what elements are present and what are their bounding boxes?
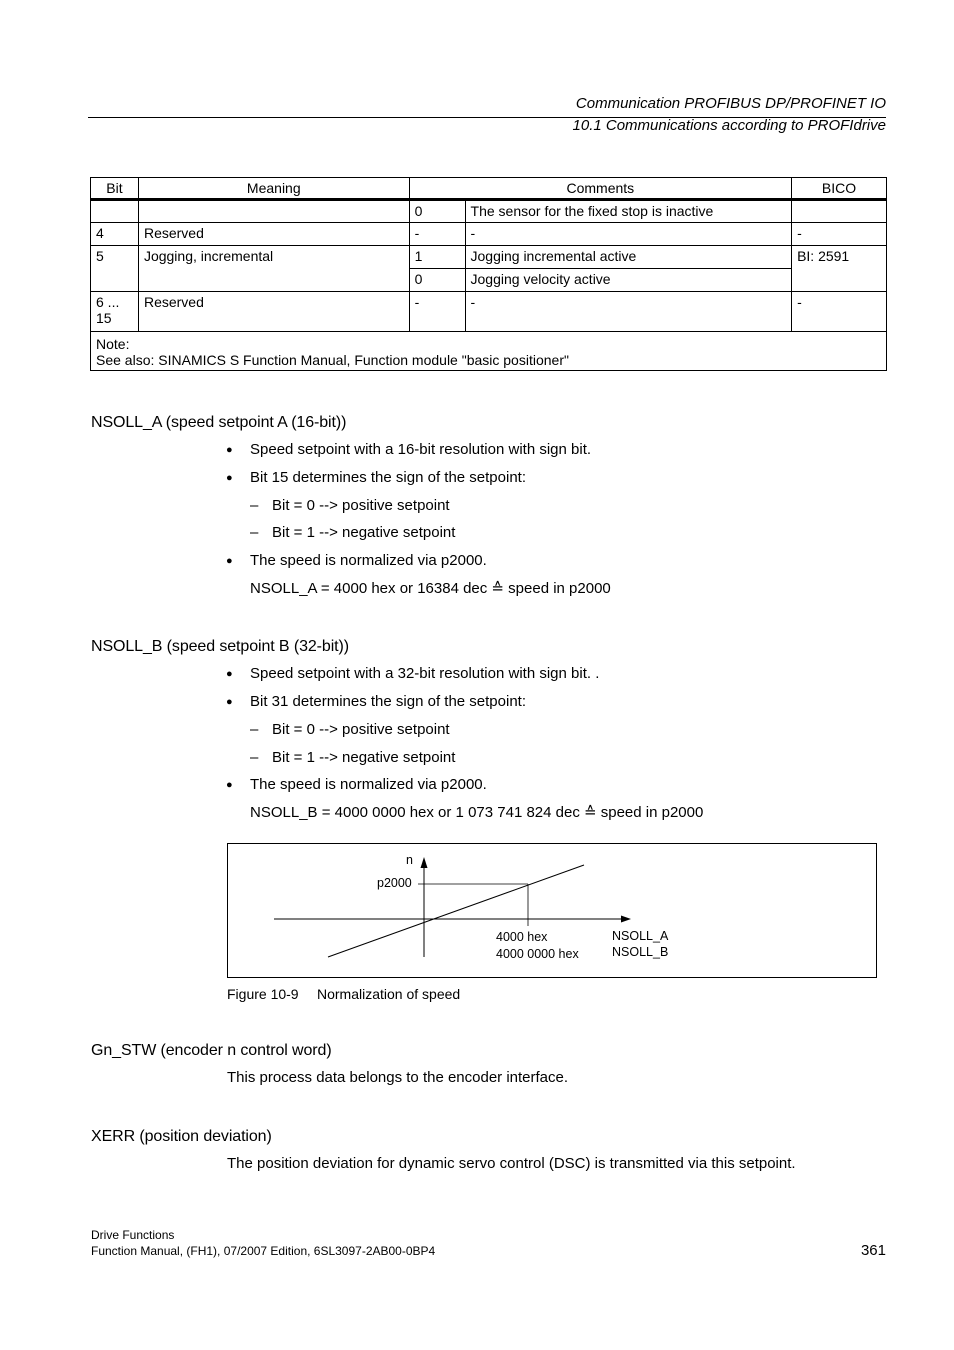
bullet-item: ● The speed is normalized via p2000. bbox=[250, 776, 487, 794]
cell-bico: BI: 2591 bbox=[792, 246, 887, 292]
bullet-item: ● The speed is normalized via p2000. bbox=[250, 552, 487, 570]
dash-item: – Bit = 1 --> negative setpoint bbox=[272, 524, 455, 542]
figure-normalization-of-speed bbox=[227, 843, 877, 978]
dash-item: – Bit = 0 --> positive setpoint bbox=[272, 497, 450, 515]
col-header-bico: BICO bbox=[792, 178, 887, 200]
y-axis-arrowhead bbox=[421, 857, 428, 868]
cell-value: - bbox=[409, 292, 465, 332]
running-head-section: 10.1 Communications according to PROFIdrive bbox=[572, 117, 886, 134]
y-axis-label: n bbox=[406, 853, 413, 867]
section-heading-nsoll-a: NSOLL_A (speed setpoint A (16-bit)) bbox=[91, 414, 347, 431]
normalization-diagram bbox=[228, 844, 876, 977]
bit-table bbox=[90, 177, 887, 371]
cell-bico: - bbox=[792, 292, 887, 332]
formula-nsoll-a: NSOLL_A = 4000 hex or 16384 dec ≙ speed in p2000 bbox=[250, 580, 611, 597]
col-header-comments: Comments bbox=[409, 178, 791, 200]
x-axis-label-a: NSOLL_A bbox=[612, 929, 669, 943]
section-heading-gn-stw: Gn_STW (encoder n control word) bbox=[91, 1042, 332, 1059]
footer-edition: Function Manual, (FH1), 07/2007 Edition, 6SL3097-2AB00-0BP4 bbox=[91, 1244, 436, 1258]
cell-bico bbox=[792, 200, 887, 223]
x-tick-label-32bit: 4000 0000 hex bbox=[496, 947, 579, 961]
bullet-item: ● Speed setpoint with a 32-bit resolution with sign bit. . bbox=[250, 665, 599, 683]
cell-bit bbox=[91, 200, 139, 223]
col-header-meaning: Meaning bbox=[138, 178, 409, 200]
y-tick-label: p2000 bbox=[377, 876, 412, 890]
x-axis-label-b: NSOLL_B bbox=[612, 945, 669, 959]
cell-bit: 4 bbox=[91, 223, 139, 246]
cell-meaning bbox=[138, 200, 409, 223]
cell-bico: - bbox=[792, 223, 887, 246]
cell-comment: - bbox=[465, 292, 792, 332]
col-header-bit: Bit bbox=[91, 178, 139, 200]
cell-meaning: Jogging, incremental bbox=[138, 246, 409, 292]
table-row bbox=[91, 200, 887, 223]
figure-caption bbox=[227, 986, 460, 1002]
cell-value: 1 bbox=[409, 246, 465, 269]
gn-stw-text: This process data belongs to the encoder interface. bbox=[227, 1069, 569, 1086]
cell-comment: - bbox=[465, 223, 792, 246]
x-tick-label-16bit: 4000 hex bbox=[496, 930, 548, 944]
table-row bbox=[91, 292, 887, 332]
table-row bbox=[91, 246, 887, 269]
cell-bit bbox=[91, 292, 139, 332]
x-axis-arrowhead bbox=[621, 916, 631, 923]
footer-title: Drive Functions bbox=[91, 1228, 175, 1242]
cell-meaning: Reserved bbox=[138, 223, 409, 246]
note-text: See also: SINAMICS S Function Manual, Function module "basic positioner" bbox=[96, 352, 569, 368]
cell-value: 0 bbox=[409, 269, 465, 292]
note-label: Note: bbox=[96, 336, 130, 352]
bullet-item: ● Bit 31 determines the sign of the setpoint: bbox=[250, 693, 526, 711]
figure-caption-number: Figure 10-9 bbox=[227, 986, 299, 1002]
cell-value: - bbox=[409, 223, 465, 246]
table-note bbox=[91, 332, 887, 371]
dash-item: – Bit = 0 --> positive setpoint bbox=[272, 721, 450, 739]
table-note-row bbox=[91, 332, 887, 371]
cell-meaning: Reserved bbox=[138, 292, 409, 332]
cell-bit-line2: 15 bbox=[96, 310, 112, 326]
cell-bit: 5 bbox=[91, 246, 139, 292]
formula-nsoll-b: NSOLL_B = 4000 0000 hex or 1 073 741 824 dec ≙ speed in p2000 bbox=[250, 804, 704, 821]
table-header-row bbox=[91, 178, 887, 200]
cell-comment: Jogging incremental active bbox=[465, 246, 792, 269]
page-number: 361 bbox=[860, 1242, 886, 1259]
figure-caption-text: Normalization of speed bbox=[317, 986, 461, 1002]
bullet-item: ● Speed setpoint with a 16-bit resolution with sign bit. bbox=[250, 441, 591, 459]
cell-value: 0 bbox=[409, 200, 465, 223]
cell-comment: The sensor for the fixed stop is inactive bbox=[465, 200, 792, 223]
section-heading-nsoll-b: NSOLL_B (speed setpoint B (32-bit)) bbox=[91, 638, 349, 655]
table-row bbox=[91, 223, 887, 246]
running-head-chapter: Communication PROFIBUS DP/PROFINET IO bbox=[575, 95, 886, 112]
cell-comment: Jogging velocity active bbox=[465, 269, 792, 292]
bullet-item: ● Bit 15 determines the sign of the setpoint: bbox=[250, 469, 526, 487]
cell-bit-line1: 6 ... bbox=[96, 294, 120, 310]
xerr-text: The position deviation for dynamic servo control (DSC) is transmitted via this setpoint. bbox=[227, 1155, 796, 1172]
dash-item: – Bit = 1 --> negative setpoint bbox=[272, 749, 455, 767]
section-heading-xerr: XERR (position deviation) bbox=[91, 1128, 272, 1145]
